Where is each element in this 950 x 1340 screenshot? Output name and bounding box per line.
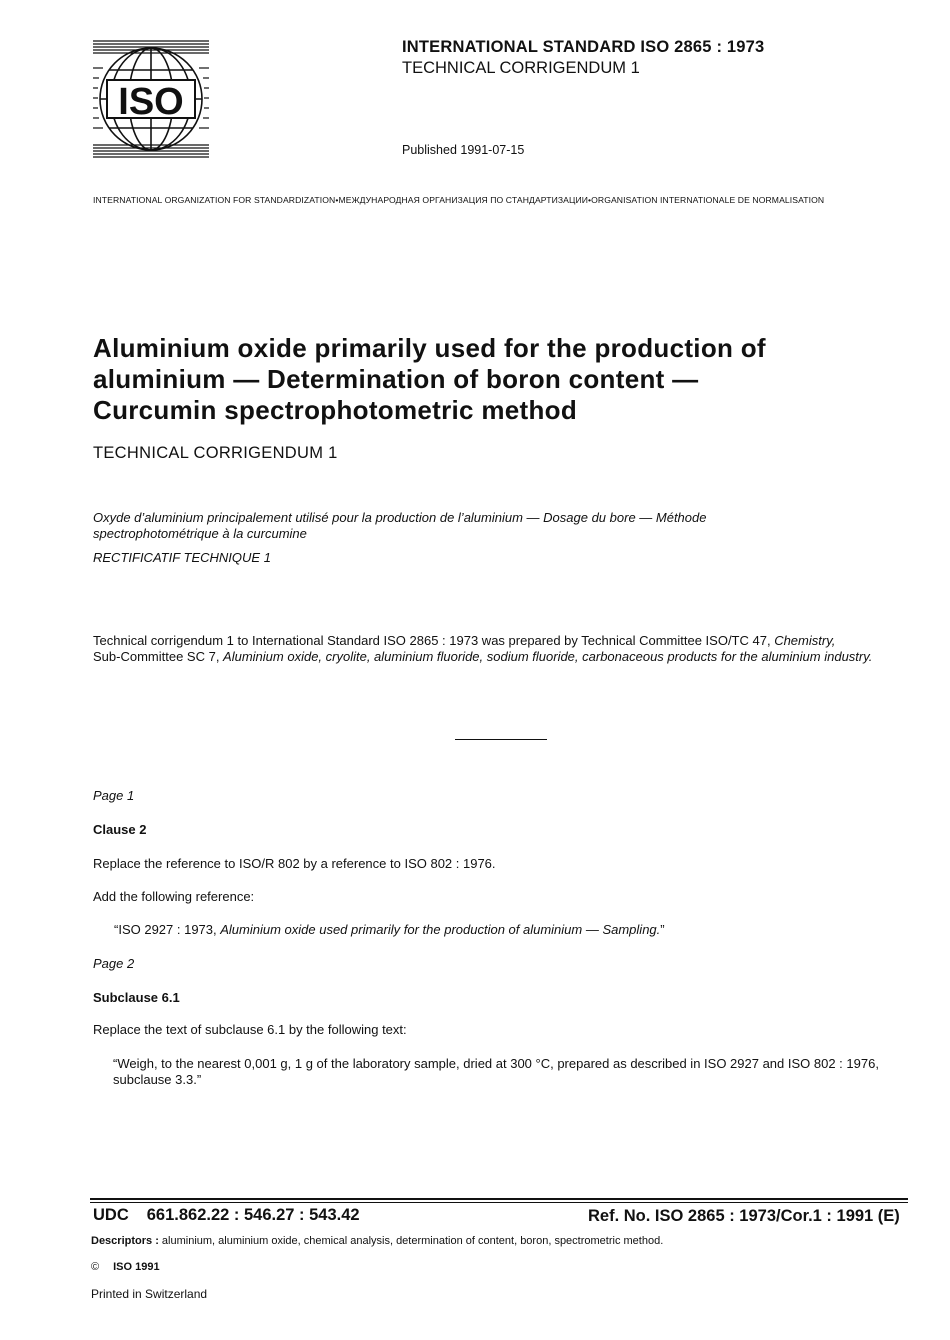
prep-committee-name: Aluminium oxide, cryolite, aluminium fluoride, sodium fluoride, carbonaceous products for the aluminium industry. <box>223 649 873 664</box>
subclause-6-1-heading: Subclause 6.1 <box>93 990 180 1005</box>
page-2-label: Page 2 <box>93 956 135 971</box>
add-reference-text: Add the following reference: <box>93 889 255 904</box>
printed-in: Printed in Switzerland <box>91 1287 208 1301</box>
ref-close-quote: ” <box>660 922 665 937</box>
ref-number: “ISO 2927 : 1973, <box>114 922 221 937</box>
title-line-1: Aluminium oxide primarily used for the production of <box>93 333 766 363</box>
technical-corrigendum-subtitle: TECHNICAL CORRIGENDUM 1 <box>93 444 338 462</box>
french-corrigendum: RECTIFICATIF TECHNIQUE 1 <box>93 550 271 565</box>
title-line-3: Curcumin spectrophotometric method <box>93 395 578 425</box>
copyright-icon: © <box>91 1261 100 1273</box>
descriptors-text: aluminium, aluminium oxide, chemical analysis, determination of content, boron, spectrometric method. <box>158 1235 664 1247</box>
prep-text-a: Technical corrigendum 1 to International Standard ISO 2865 : 1973 was prepared by Technical Committee ISO/TC 47, <box>93 633 775 648</box>
footer-rule-thin <box>90 1202 908 1203</box>
weigh-instruction: “Weigh, to the nearest 0,001 g, 1 g of the laboratory sample, dried at 300 °C, prepared as described in ISO 2927 and ISO 802 : 1976, subclause 3.3.” <box>113 1056 879 1087</box>
preparation-paragraph <box>93 633 918 665</box>
udc-label: UDC <box>93 1206 129 1224</box>
descriptors <box>91 1235 921 1247</box>
replace-reference-text: Replace the reference to ISO/R 802 by a reference to ISO 802 : 1976. <box>93 856 496 871</box>
published-date: Published 1991-07-15 <box>402 143 525 157</box>
organization-line: INTERNATIONAL ORGANIZATION FOR STANDARDIZATION•МЕЖДУНАРОДНАЯ ОРГАНИЗАЦИЯ ПО СТАНДАРТИЗАЦИИ•ORGANISATION INTERNATIONALE DE NORMALISATION <box>93 195 825 205</box>
udc-classification <box>93 1206 360 1225</box>
descriptors-label: Descriptors : <box>91 1235 159 1247</box>
page-1-label: Page 1 <box>93 788 135 803</box>
french-title-line-1: Oxyde d’aluminium principalement utilisé pour la production de l’aluminium — Dosage du bore — Méthode <box>93 510 707 525</box>
udc-value: 661.862.22 : 546.27 : 543.42 <box>146 1206 360 1224</box>
prep-chemistry: Chemistry, <box>774 633 836 648</box>
copyright <box>91 1261 160 1273</box>
french-title <box>93 510 813 542</box>
prep-text-b: Sub-Committee SC 7, <box>93 649 224 664</box>
section-separator <box>455 739 547 740</box>
replace-subclause-text: Replace the text of subclause 6.1 by the following text: <box>93 1022 407 1037</box>
reference-number: Ref. No. ISO 2865 : 1973/Cor.1 : 1991 (E) <box>588 1207 900 1225</box>
added-reference <box>114 922 665 937</box>
iso-logo <box>93 38 209 160</box>
standard-title: INTERNATIONAL STANDARD ISO 2865 : 1973 <box>402 38 765 56</box>
copyright-text: ISO 1991 <box>113 1261 160 1273</box>
ref-title: Aluminium oxide used primarily for the production of aluminium — Sampling. <box>220 922 661 937</box>
french-title-line-2: spectrophotométrique à la curcumine <box>93 526 307 541</box>
document-title <box>93 333 883 426</box>
clause-2-heading: Clause 2 <box>93 822 147 837</box>
title-line-2: aluminium — Determination of boron content — <box>93 364 699 394</box>
logo-text: ISO <box>118 81 184 123</box>
footer-rule <box>90 1198 908 1200</box>
corrigendum-label: TECHNICAL CORRIGENDUM 1 <box>402 59 640 77</box>
